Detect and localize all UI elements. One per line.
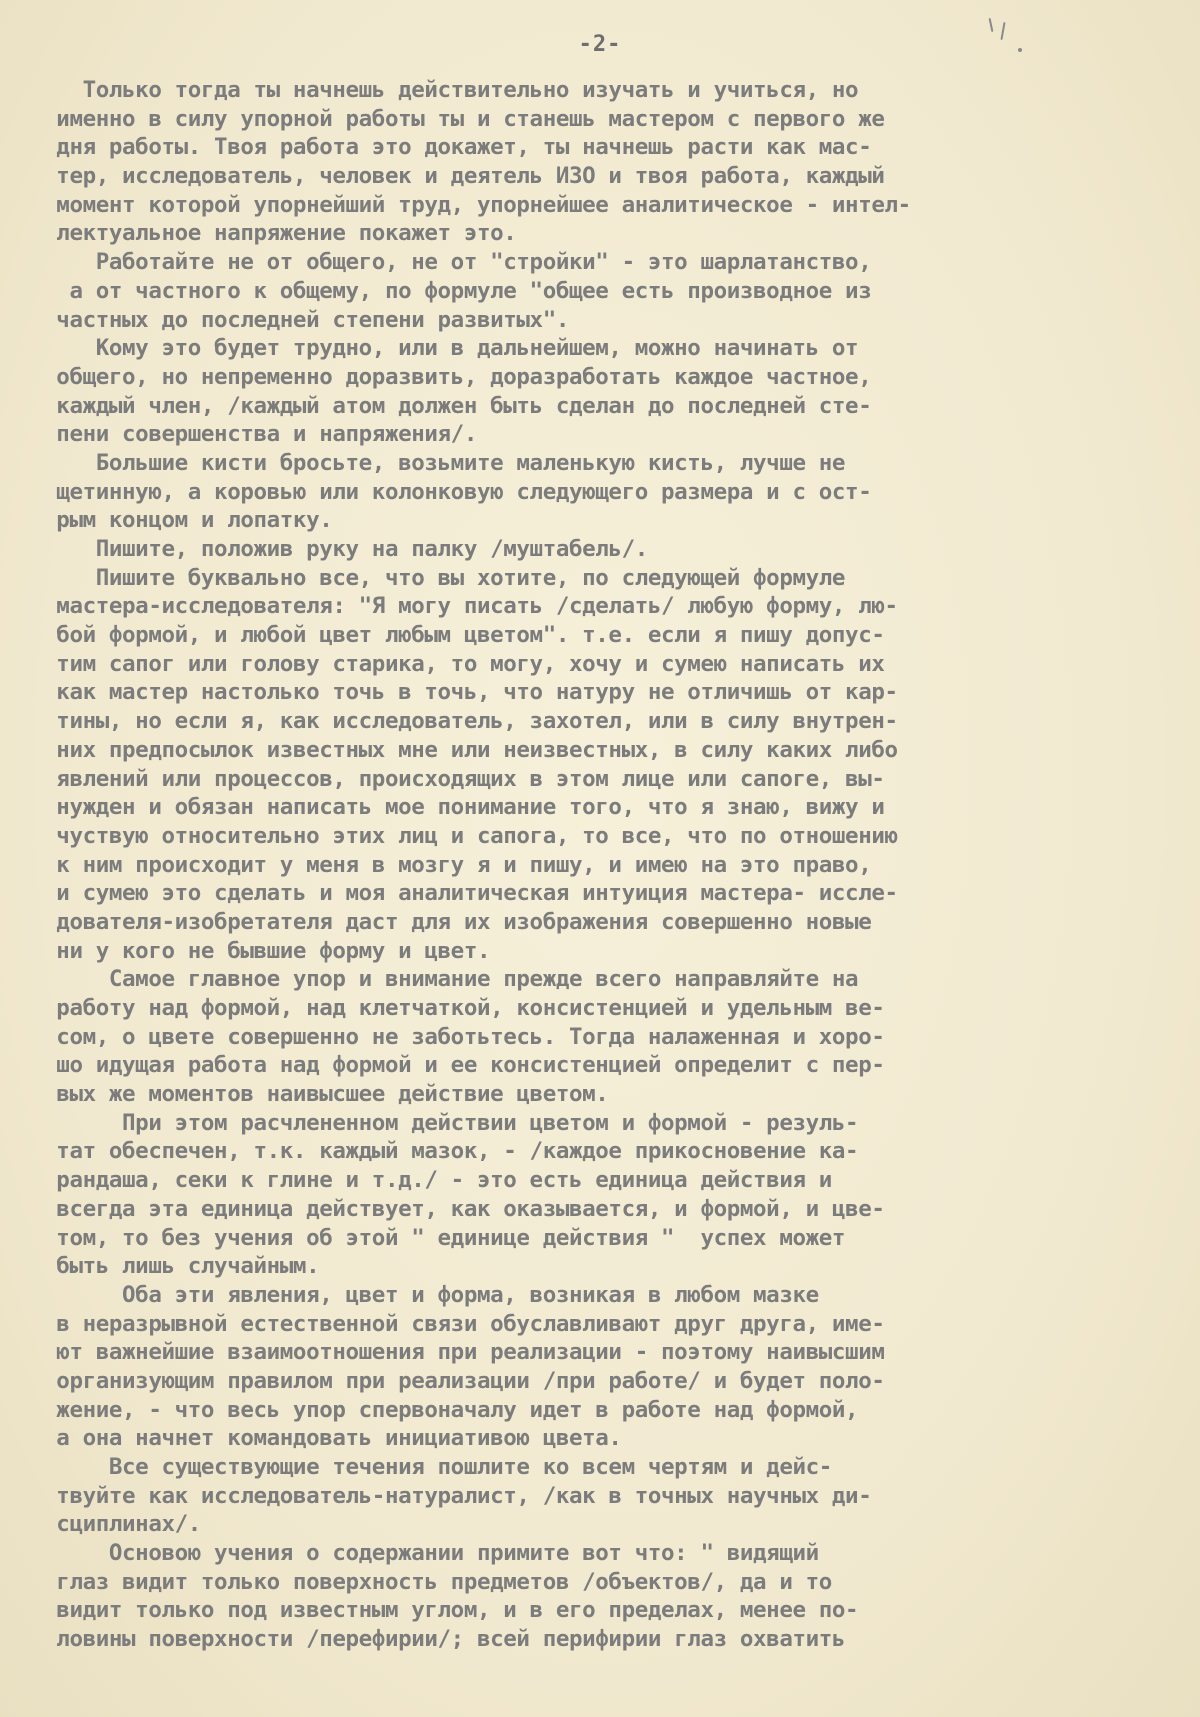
text-line: в неразрывной естественной связи обуславливают друг друга, име-	[30, 1310, 885, 1337]
text-line: как мастер настолько точь в точь, что натуру не отличишь от кар-	[30, 679, 898, 706]
text-line: организующим правилом при реализации /при работе/ и будет поло-	[30, 1367, 885, 1394]
text-line: общего, но непременно доразвить, доразработать каждое частное,	[30, 363, 872, 390]
text-line: тер, исследователь, человек и деятель ИЗО и твоя работа, каждый	[30, 163, 885, 190]
text-line: шо идущая работа над формой и ее консистенцией определит с пер-	[30, 1052, 885, 1079]
text-line: явлений или процессов, происходящих в этом лице или сапоге, вы-	[30, 765, 885, 792]
text-line: щетинную, а коровью или колонковую следующего размера и с ост-	[30, 478, 872, 505]
text-line: бой формой, и любой цвет любым цветом". т.е. если я пишу допус-	[30, 622, 885, 649]
text-line: Оба эти явления, цвет и форма, возникая в любом мазке	[30, 1281, 819, 1308]
text-line: тины, но если я, как исследователь, захотел, или в силу внутрен-	[30, 708, 898, 735]
text-line: частных до последней степени развитых".	[30, 306, 569, 333]
text-line: вых же моментов наивысшее действие цветом.	[30, 1081, 609, 1108]
text-line: том, то без учения об этой " единице действия " успех может	[30, 1224, 846, 1251]
text-line: видит только под известным углом, и в его пределах, менее по-	[30, 1597, 859, 1624]
text-line: момент которой упорнейший труд, упорнейшее аналитическое - интел-	[30, 191, 911, 218]
text-line: При этом расчлененном действии цветом и формой - резуль-	[30, 1109, 859, 1136]
text-line: жение, - что весь упор спервоначалу идет в работе над формой,	[30, 1396, 859, 1423]
text-line: Кому это будет трудно, или в дальнейшем, можно начинать от	[30, 335, 859, 362]
text-line: Пишите буквально все, что вы хотите, по следующей формуле	[30, 564, 846, 591]
text-line: тим сапог или голову старика, то могу, хочу и сумею написать их	[30, 650, 885, 677]
text-line: лектуальное напряжение покажет это.	[30, 220, 517, 247]
text-line: Только тогда ты начнешь действительно изучать и учиться, но	[30, 77, 859, 103]
page-number: -2-	[578, 32, 622, 57]
text-line: дня работы. Твоя работа это докажет, ты начнешь расти как мас-	[30, 134, 872, 161]
text-line: ют важнейшие взаимоотношения при реализации - поэтому наивысшим	[30, 1339, 885, 1366]
text-line: Пишите, положив руку на палку /муштабель/.	[30, 536, 648, 562]
text-line: дователя-изобретателя даст для их изображения совершенно новые	[30, 908, 872, 935]
paper-mark	[989, 18, 994, 32]
text-line: ловины поверхности /перефирии/; всей перифирии глаз охватить	[30, 1626, 846, 1653]
text-line: каждый член, /каждый атом должен быть сделан до последней сте-	[30, 392, 872, 419]
text-line: чуствую относительно этих лиц и сапога, то все, что по отношению	[30, 822, 898, 849]
text-line: Работайте не от общего, не от "стройки" - это шарлатанство,	[30, 249, 872, 276]
text-line: сом, о цвете совершенно не заботьтесь. Тогда налаженная и хоро-	[30, 1023, 885, 1050]
text-line: быть лишь случайным.	[30, 1253, 320, 1280]
text-line: глаз видит только поверхность предметов /объектов/, да и то	[30, 1568, 832, 1595]
text-line: твуйте как исследователь-натуралист, /как в точных научных ди-	[30, 1482, 872, 1509]
text-line: всегда эта единица действует, как оказывается, и формой, и цве-	[30, 1195, 885, 1222]
text-line: Большие кисти бросьте, возьмите маленькую кисть, лучше не	[30, 449, 846, 476]
typewritten-text	[30, 76, 1180, 1654]
text-line: а от частного к общему, по формуле "общее есть производное из	[30, 277, 872, 304]
text-line: к ним происходит у меня в мозгу я и пишу, и имею на это право,	[30, 851, 872, 878]
text-line: тат обеспечен, т.к. каждый мазок, - /каждое прикосновение ка-	[30, 1138, 859, 1165]
text-line: Самое главное упор и внимание прежде всего направляйте на	[30, 966, 859, 993]
text-line: них предпосылок известных мне или неизвестных, в силу каких либо	[30, 736, 898, 763]
text-line: ни у кого не бывшие форму и цвет.	[30, 937, 491, 964]
text-line: сциплинах/.	[30, 1511, 201, 1538]
text-line: именно в силу упорной работы ты и станешь мастером с первого же	[30, 105, 885, 132]
text-line: пени совершенства и напряжения/.	[30, 421, 477, 448]
text-line: Основою учения о содержании примите вот что: " видящий	[30, 1540, 819, 1567]
text-line: а она начнет командовать инициативою цвета.	[30, 1425, 622, 1452]
text-line: Все существующие течения пошлите ко всем чертям и дейс-	[30, 1454, 832, 1480]
text-line: работу над формой, над клетчаткой, консистенцией и удельным ве-	[30, 995, 885, 1021]
text-line: нужден и обязан написать мое понимание того, что я знаю, вижу и	[30, 794, 885, 821]
text-line: рандаша, секи к глине и т.д./ - это есть единица действия и	[30, 1167, 832, 1194]
text-line: и сумею это сделать и моя аналитическая интуиция мастера- иссле-	[30, 880, 898, 907]
text-line: мастера-исследователя: "Я могу писать /сделать/ любую форму, лю-	[30, 593, 898, 620]
text-line: рым концом и лопатку.	[30, 507, 333, 534]
